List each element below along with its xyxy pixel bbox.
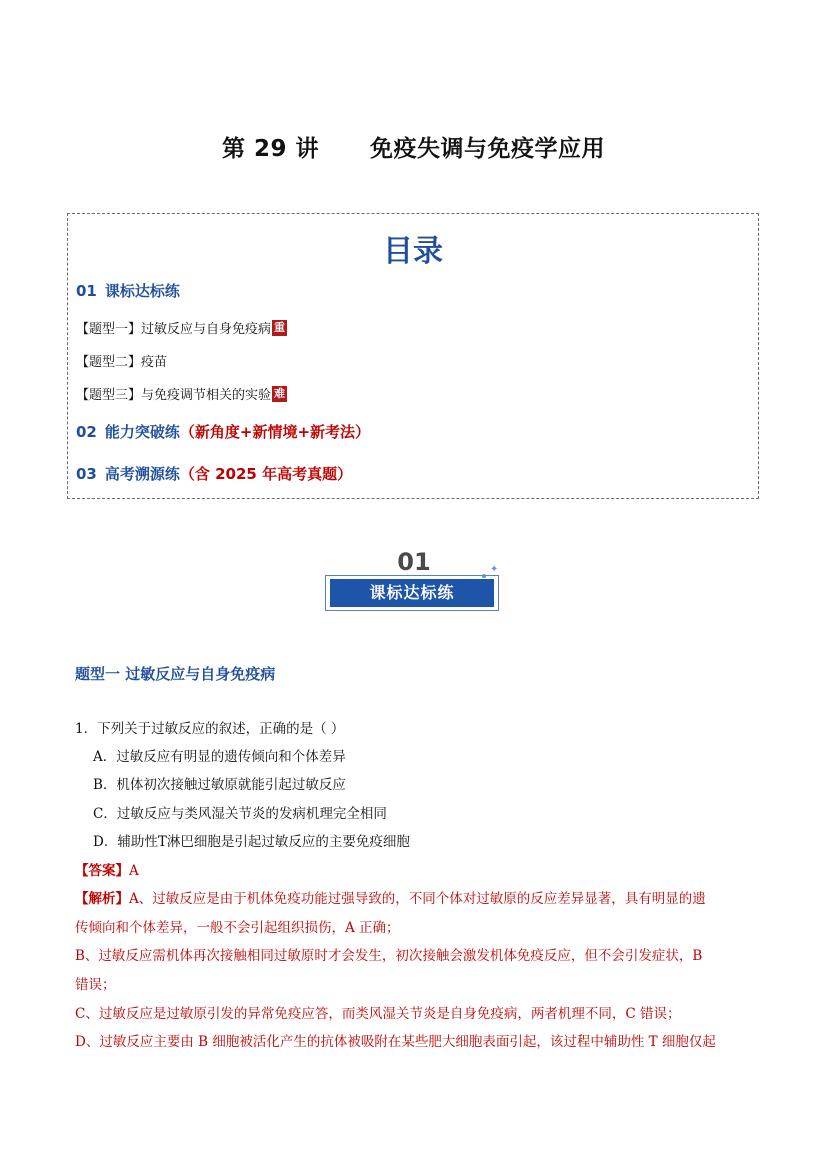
toc-section-number: 02 bbox=[76, 423, 97, 441]
answer-value: A bbox=[129, 863, 139, 879]
table-of-contents bbox=[67, 213, 759, 499]
analysis-line: B、过敏反应需机体再次接触相同过敏原时才会发生，初次接触会激发机体免疫反应，但不会引发症状，B bbox=[75, 948, 703, 964]
toc-section-extra: （含 2025 年高考真题） bbox=[179, 465, 353, 483]
toc-section-03[interactable] bbox=[76, 463, 352, 484]
dot-icon bbox=[482, 574, 486, 578]
toc-section-extra: （新角度+新情境+新考法） bbox=[179, 423, 371, 441]
option-a: A．过敏反应有明显的遗传倾向和个体差异 bbox=[93, 749, 346, 765]
option-d: D．辅助性T淋巴细胞是引起过敏反应的主要免疫细胞 bbox=[93, 834, 410, 850]
question-stem: 1．下列关于过敏反应的叙述，正确的是（ ） bbox=[75, 721, 345, 737]
toc-section-label: 课标达标练 bbox=[104, 282, 180, 300]
toc-section-label: 能力突破练 bbox=[104, 423, 180, 441]
analysis-line: 传倾向和个体差异，一般不会引起组织损伤，A 正确； bbox=[75, 920, 400, 936]
option-c: C．过敏反应与类风湿关节炎的发病机理完全相同 bbox=[93, 806, 387, 822]
analysis-line: 错误； bbox=[75, 977, 116, 993]
answer-tag: 【答案】 bbox=[75, 863, 129, 879]
difficulty-badge-hard: 难 bbox=[274, 386, 286, 400]
banner-label: 课标达标练 bbox=[330, 579, 494, 607]
toc-section-number: 01 bbox=[76, 282, 97, 300]
toc-section-label: 高考溯源练 bbox=[104, 465, 180, 483]
section-heading: 题型一 过敏反应与自身免疫病 bbox=[75, 665, 276, 683]
analysis-line: C、过敏反应是过敏原引发的异常免疫应答，而类风湿关节炎是自身免疫病，两者机理不同，C 错误； bbox=[75, 1006, 681, 1022]
analysis-tag: 【解析】 bbox=[75, 891, 129, 907]
toc-item-type-2[interactable] bbox=[76, 351, 167, 370]
toc-item-label: 【题型三】与免疫调节相关的实验 bbox=[76, 388, 272, 403]
analysis-line: D、过敏反应主要由 B 细胞被活化产生的抗体被吸附在某些肥大细胞表面引起，该过程中辅助性 T 细胞仅起 bbox=[75, 1034, 716, 1050]
banner-number: 01 bbox=[397, 548, 431, 576]
section-banner bbox=[322, 548, 506, 618]
difficulty-badge-important: 重 bbox=[274, 320, 286, 334]
toc-section-01[interactable] bbox=[76, 280, 180, 301]
toc-section-02[interactable] bbox=[76, 421, 370, 442]
toc-item-label: 【题型一】过敏反应与自身免疫病 bbox=[76, 322, 272, 337]
document-title: 第 29 讲 免疫失调与免疫学应用 bbox=[221, 136, 606, 162]
toc-heading: 目录 bbox=[383, 234, 443, 269]
toc-section-number: 03 bbox=[76, 465, 97, 483]
analysis-line bbox=[75, 887, 706, 907]
option-b: B．机体初次接触过敏原就能引起过敏反应 bbox=[93, 777, 346, 793]
sparkle-icon: ✦ bbox=[490, 564, 499, 575]
analysis-text: A、过敏反应是由于机体免疫功能过强导致的，不同个体对过敏原的反应差异显著，具有明显的遗 bbox=[129, 891, 706, 907]
toc-item-label: 【题型二】疫苗 bbox=[76, 355, 168, 370]
toc-item-type-1[interactable] bbox=[76, 318, 287, 337]
toc-item-type-3[interactable] bbox=[76, 384, 287, 403]
answer-line bbox=[75, 859, 139, 879]
